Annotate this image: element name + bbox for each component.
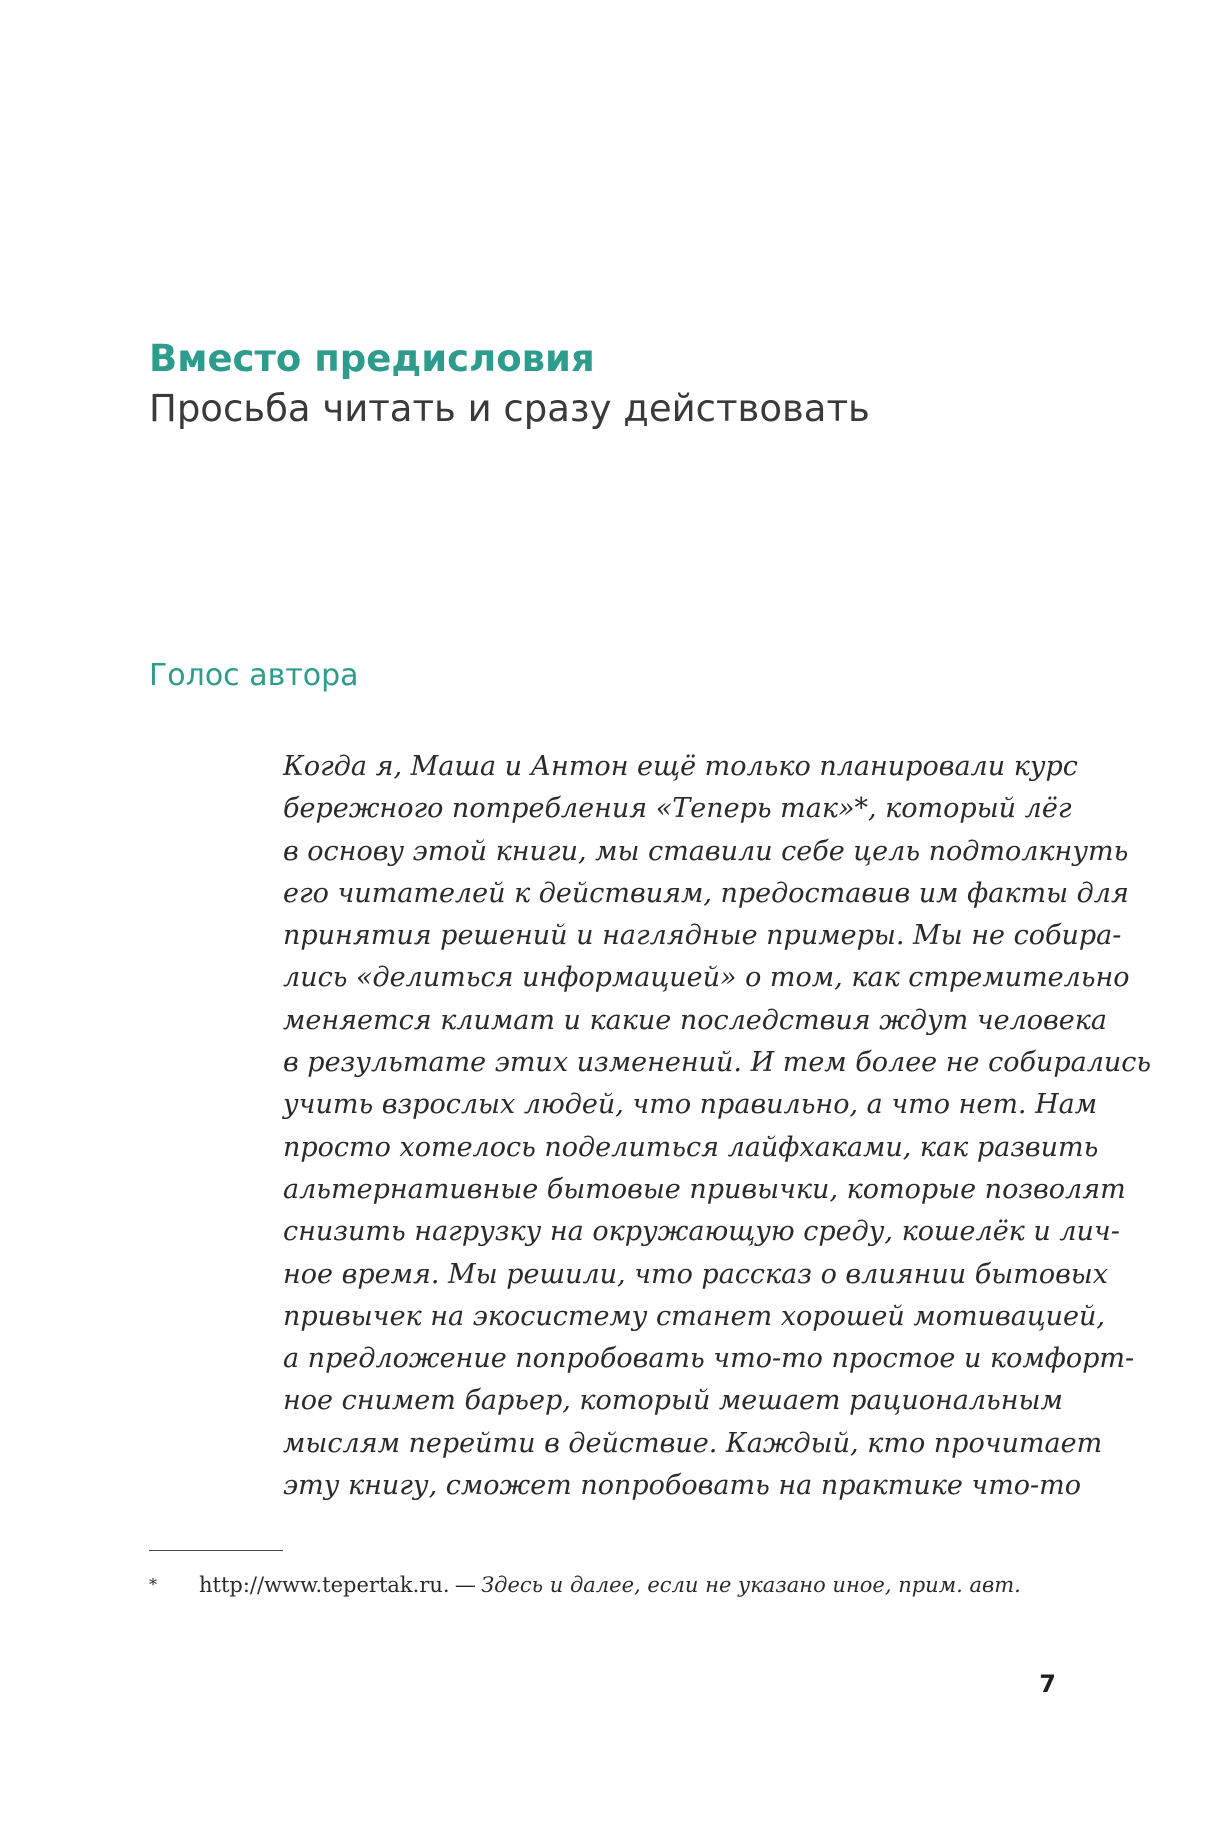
body-line: ное снимет барьер, который мешает рациональным (283, 1385, 1063, 1417)
body-line: меняется климат и какие последствия ждут человека (283, 1004, 1107, 1036)
page-number: 7 (1039, 1670, 1056, 1698)
body-line: его читателей к действиям, предоставив им факты для (283, 877, 1129, 909)
body-paragraph (283, 746, 1152, 1507)
body-line: в результате этих изменений. И тем более не собирались (283, 1047, 1152, 1079)
footnote-divider (149, 1550, 283, 1551)
body-line: мыслям перейти в действие. Каждый, кто прочитает (283, 1427, 1103, 1459)
body-line: просто хотелось поделиться лайфхаками, как развить (283, 1131, 1099, 1163)
footnote-body (199, 1570, 1021, 1600)
footnote-marker: * (149, 1575, 157, 1594)
body-line: привычек на экосистему станет хорошей мотивацией, (283, 1300, 1105, 1332)
body-line: ное время. Мы решили, что рассказ о влиянии бытовых (283, 1258, 1109, 1290)
section-heading: Голос автора (149, 658, 359, 693)
body-line: принятия решений и наглядные примеры. Мы не собира- (283, 920, 1122, 952)
footnote-dash: — (454, 1573, 476, 1597)
body-line: альтернативные бытовые привычки, которые позволят (283, 1173, 1126, 1205)
footnote-url: http://www.tepertak.ru. (199, 1573, 450, 1597)
body-line: бережного потребления «Теперь так»*, который лёг (283, 793, 1072, 825)
chapter-title: Просьба читать и сразу действовать (149, 387, 870, 430)
body-line: в основу этой книги, мы ставили себе цель подтолкнуть (283, 835, 1129, 867)
body-line: лись «делиться информацией» о том, как стремительно (283, 962, 1130, 994)
body-line: а предложение попробовать что-то простое и комфорт- (283, 1343, 1135, 1375)
footnote-note: Здесь и далее, если не указано иное, прим. авт. (481, 1573, 1021, 1597)
chapter-label: Вместо предисловия (149, 337, 595, 380)
body-line: учить взрослых людей, что правильно, а что нет. Нам (283, 1089, 1098, 1121)
body-line: Когда я, Маша и Антон ещё только планировали курс (283, 751, 1078, 782)
body-line: эту книгу, сможет попробовать на практике что-то (283, 1470, 1082, 1502)
body-line: снизить нагрузку на окружающую среду, кошелёк и лич- (283, 1216, 1120, 1248)
